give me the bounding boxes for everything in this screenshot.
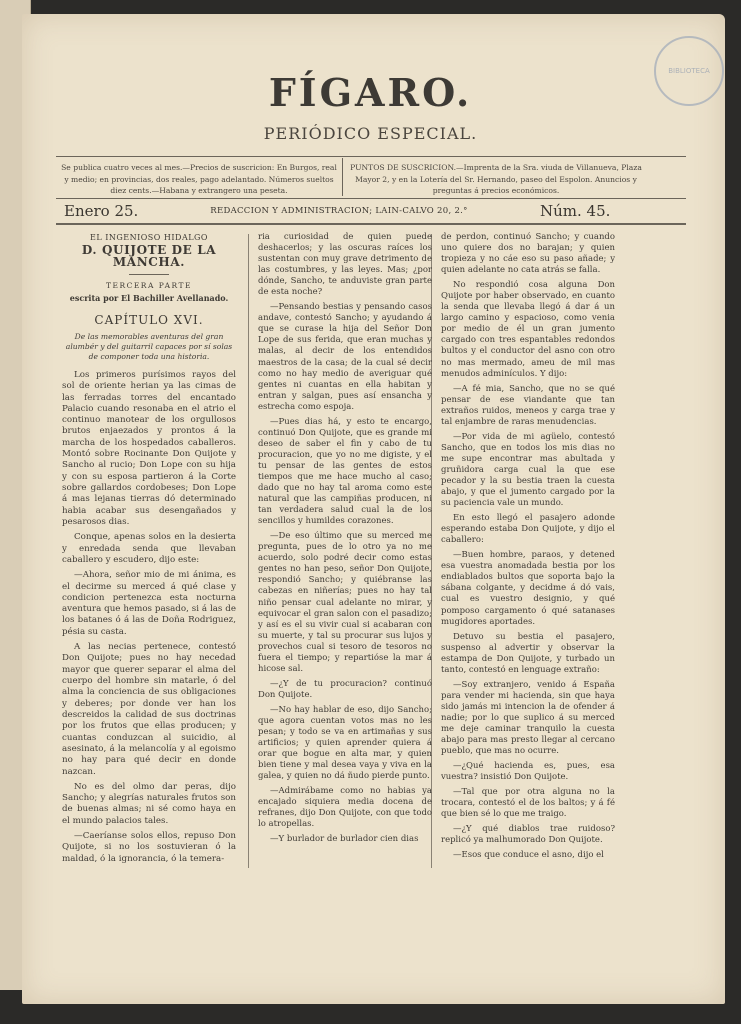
paragraph: En esto llegó el pasajero adonde esperando estaba Don Quijote, y dijo el caballero: <box>441 513 615 546</box>
chapter-heading: CAPÍTULO XVI. <box>94 312 204 327</box>
column-divider <box>248 234 249 868</box>
paragraph: —Y burlador de burlador cien dias <box>270 834 419 845</box>
issue-date: Enero 25. <box>64 202 139 220</box>
chapter-summary: De las memorables aventuras del gran alumbér y del guitarril capaces por sí solas de componer toda una historia. <box>65 331 233 361</box>
subscription-points: PUNTOS DE SUSCRICION.—Imprenta de la Sra. viuda de Villanueva, Plaza Mayor 2, y en la Lotería del Sr. Hernando, paseo del Espolon. Anuncios y preguntas á precios económicos. <box>350 163 642 195</box>
paragraph: de perdon, continuó Sancho; y cuando uno quiere dos no barajan; y quien tropieza y no cáe eso su paso añade; y quien adelante no cata atrás se falla. <box>441 232 615 276</box>
paragraph: —De eso último que su merced me pregunta, pues de lo otro ya no me acuerdo, solo podré decir como estas gentes no han peso, señor Don Quijote, respondió Sancho; y quiébranse las cabezas en niñerías; pues no hay tal niño pensar cual adelante no mirar, y equivocar el gran salon con el pasadizo; y así es el su vivir cual si acabaran con su muerte, y tal su procurar sus lujos y provechos cual si tesoro de tesoros no fuera el tiempo; y repartióse la mar á hicose sal. <box>258 531 432 674</box>
rule-top <box>56 156 686 157</box>
paragraph: Conque, apenas solos en la desierta y enredada senda que llevaban caballero y escudero, dijo este: <box>62 532 236 565</box>
paragraph: —Pensando bestias y pensando casos andave, contestó Sancho; y ayudando á que se curase la hija del Señor Don Lope de sus ferida, que eran muchas y malas, al decir de los entendidos maestros de la casa; de la cual sé decir como no hay medio de averiguar qué gentes ni cuantas en ella habitan y entran y salgan, pues así ensancha y estrecha como espoja. <box>258 302 432 412</box>
paragraph: Los primeros purísimos rayos del sol de oriente herian ya las cimas de las ferradas torres del encantado Palacio cuando resonaba en el atrio el continuo manotear de los orgullosos brutos enjaezados y prontos á la marcha de los hospedados caballeros. Montó sobre Rocinante Don Quijote y Sancho al rucio; Don Lope con su hija y con su esposa partieron á la Corte sobre gallardos cordobeses; Don Lope á mas lejanas tierras dó determinado habia acabar sus desengañados y pesarosos dias. <box>62 369 236 527</box>
paragraph: —A fé mia, Sancho, que no se qué pensar de ese viandante que tan extraños ruidos, meneos y carga trae y tal enjambre de raras menudencias. <box>441 383 615 427</box>
paragraph: —Pues dias há, y esto te encargo, continuó Don Quijote, que es grande mi deseo de saber el fin y cabo de tu procuracion, que yo no me digiste, y el tu pensar de las gentes de estos tiempos que me hace mucho al caso; dado que no hay tal aroma como este natural que las campiñas producen, ni tan verdadera salud cual la de los sencillos y humildes corazones. <box>258 416 432 527</box>
novel-author: escrita por El Bachiller Avellanado. <box>69 293 229 304</box>
paragraph: ria curiosidad de quien puede deshacerlos; y las oscuras raíces los sustentan con muy grave detrimento de las costumbres, y las leyes. Mas; ¿por dónde, Sancho, te anduviste gran parte de esta noche? <box>258 232 432 298</box>
novel-title: D. QUIJOTE DE LA MANCHA. <box>81 243 217 269</box>
rule-mid <box>56 198 686 199</box>
paragraph: —Soy extranjero, venido á España para vender mi hacienda, sin que haya sido jamás mi intencion la de ofender á nadie; por lo que suplico á su merced me deje caminar tranquilo la cuesta abajo para mas presto llegar al cercano pueblo, que mas no ocurre. <box>441 679 615 757</box>
paragraph: No es del olmo dar peras, dijo Sancho; y alegrías naturales frutos son de buenas almas; ni sé como haya en el mundo palacios tales. <box>62 781 236 826</box>
paragraph: Detuvo su bestia el pasajero, suspenso al advertir y observar la estampa de Don Quijote, y turbado un tanto, contestó en lenguage extraño: <box>441 631 615 675</box>
paragraph: —¿Qué hacienda es, pues, esa vuestra? insistió Don Quijote. <box>441 761 615 783</box>
rule-bottom <box>56 223 686 225</box>
paragraph: —¿Y qué diablos trae ruidoso? replicó ya malhumorado Don Quijote. <box>441 824 615 846</box>
paragraph: —Esos que conduce el asno, dijo el <box>453 850 604 861</box>
paragraph: —Buen hombre, paraos, y detened esa vuestra anomadada bestia por los endiablados bultos que soporta bajo la sábana colgante, y decidme á dó vais, cual es vuestro designio, y qué pomposo cargamento ó qué satanases mugidores aportades. <box>441 550 615 627</box>
short-rule <box>129 274 169 275</box>
novel-part: TERCERA PARTE <box>105 280 193 290</box>
paragraph: —Caeríanse solos ellos, repuso Don Quijote, si no los sostuvieran ó la maldad, ó la ignorancia, ó la temera- <box>62 831 236 864</box>
paragraph: —Por vida de mi agüelo, contestó Sancho, que en todos los mis dias no me supe encontrar mas abultada y gruñidora carga cual la que ese pecador y la su bestia traen la cuesta abajo, y que el jumento cargado por la su paciencia vale un mundo. <box>441 431 615 509</box>
column-1 <box>62 232 236 869</box>
column-3 <box>441 232 615 865</box>
subscription-info: Se publica cuatro veces al mes.—Precios de suscricion: En Burgos, real y medio; en provincias, dos reales, pago adelantado. Números sueltos diez cents.—Habana y extrangero una peseta. <box>61 163 337 195</box>
column-2 <box>258 232 432 849</box>
novel-pre-title: EL INGENIOSO HIDALGO <box>90 233 208 242</box>
paragraph: A las necias pertenece, contestó Don Quijote; pues no hay necedad mayor que querer separar el alma del cuerpo del hombre sin matarle, ó del alma la conciencia de sus obligaciones y deberes; por donde ver han los descreidos la calidad de sus doctrinas por los frutos que ellas producen; y cuantas conduzcan al suicidio, al asesinato, á la melancolía y al egoismo no hay para qué decir en donde nazcan. <box>62 642 236 777</box>
paragraph: —¿Y de tu procuracion? continuó Don Quijote. <box>258 678 432 700</box>
stamp-text: BIBLIOTECA <box>668 67 710 75</box>
paragraph: —No hay hablar de eso, dijo Sancho; que agora cuentan votos mas no les pesan; y todo se va en artimañas y sus artificios; y quien aprender quiera á orar que bogue en alta mar, y quien bien tiene y mal desea vaya y viva en la galea, y quien no dá ñudo pierde punto. <box>258 704 432 782</box>
editorial-address: REDACCION Y ADMINISTRACION; LAIN-CALVO 20, 2.° <box>210 206 468 216</box>
paragraph: —Admirábame como no habias ya encajado siquiera media docena de refranes, dijo Don Quijote, con que todo lo atropellas. <box>258 786 432 830</box>
paragraph: No respondió cosa alguna Don Quijote por haber observado, en cuanto la senda que llevaba llegó á dar á un largo camino y espacioso, como venia por medio de él un gran jumento cargado con tres espantables redondos bultos y el conductor del asno con otro no mas mermado, ameu de mil mas menudos adminículos. Y dijo: <box>441 280 615 379</box>
issue-number: Núm. 45. <box>540 202 611 220</box>
masthead-title: FÍGARO. <box>268 70 473 115</box>
paragraph: —Ahora, señor mio de mi ánima, es el decirme su merced á qué clase y condicion pertenezca esta nocturna aventura que hemos pasado, si á las de los batanes ó á las de Doña Rodriguez, pésia su casta. <box>62 570 236 637</box>
paragraph: —Tal que por otra alguna no la trocara, contestó el de los baltos; y á fé que bien sé lo que me traigo. <box>441 787 615 820</box>
masthead-subtitle: PERIÓDICO ESPECIAL. <box>263 124 478 143</box>
info-divider <box>342 158 343 196</box>
